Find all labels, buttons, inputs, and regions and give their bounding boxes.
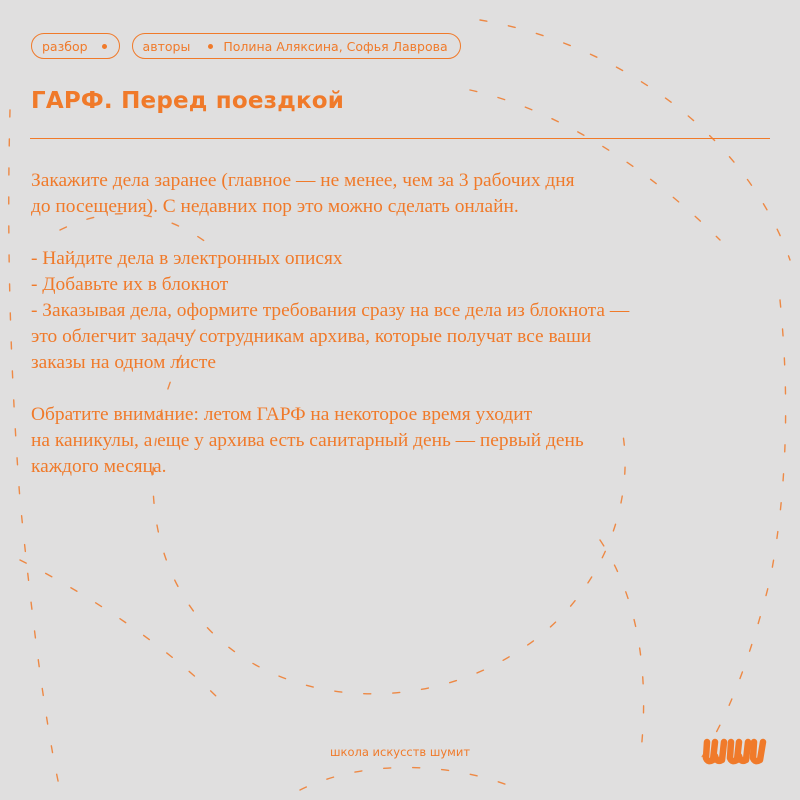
paragraph-note: Обратите внимание: летом ГАРФ на некоторое время уходит на каникулы, а еще у архива есть санитарный день — первый день каждого месяца.: [31, 404, 584, 477]
footer-brand-text: школа искусств шумит: [329, 745, 471, 759]
category-tag-label: разбор: [42, 38, 88, 54]
page-title: ГАРФ. Перед поездкой: [31, 88, 345, 114]
authors-tag-label: авторы: [142, 38, 191, 54]
brand-logo-icon: [700, 734, 770, 768]
bullet-dot-icon: [208, 44, 213, 49]
title-divider: [30, 138, 770, 139]
paragraph-steps-list: - Найдите дела в электронных описях - Добавьте их в блокнот - Заказывая дела, оформите требования сразу на все дела из блокнота — это облегчит задачу сотрудникам архива, которые получат все ваши заказы на одном листе: [31, 248, 630, 373]
category-tag: [31, 33, 120, 59]
paragraph-order-ahead: Закажите дела заранее (главное — не менее, чем за 3 рабочих дня до посещения). С недавних пор это можно сделать онлайн.: [31, 170, 575, 217]
article-body: [31, 168, 771, 480]
header-tags: [31, 33, 461, 59]
bullet-dot-icon: [102, 44, 107, 49]
authors-names: Полина Аляксина, Софья Лаврова: [223, 38, 448, 54]
authors-tag: [132, 33, 461, 59]
